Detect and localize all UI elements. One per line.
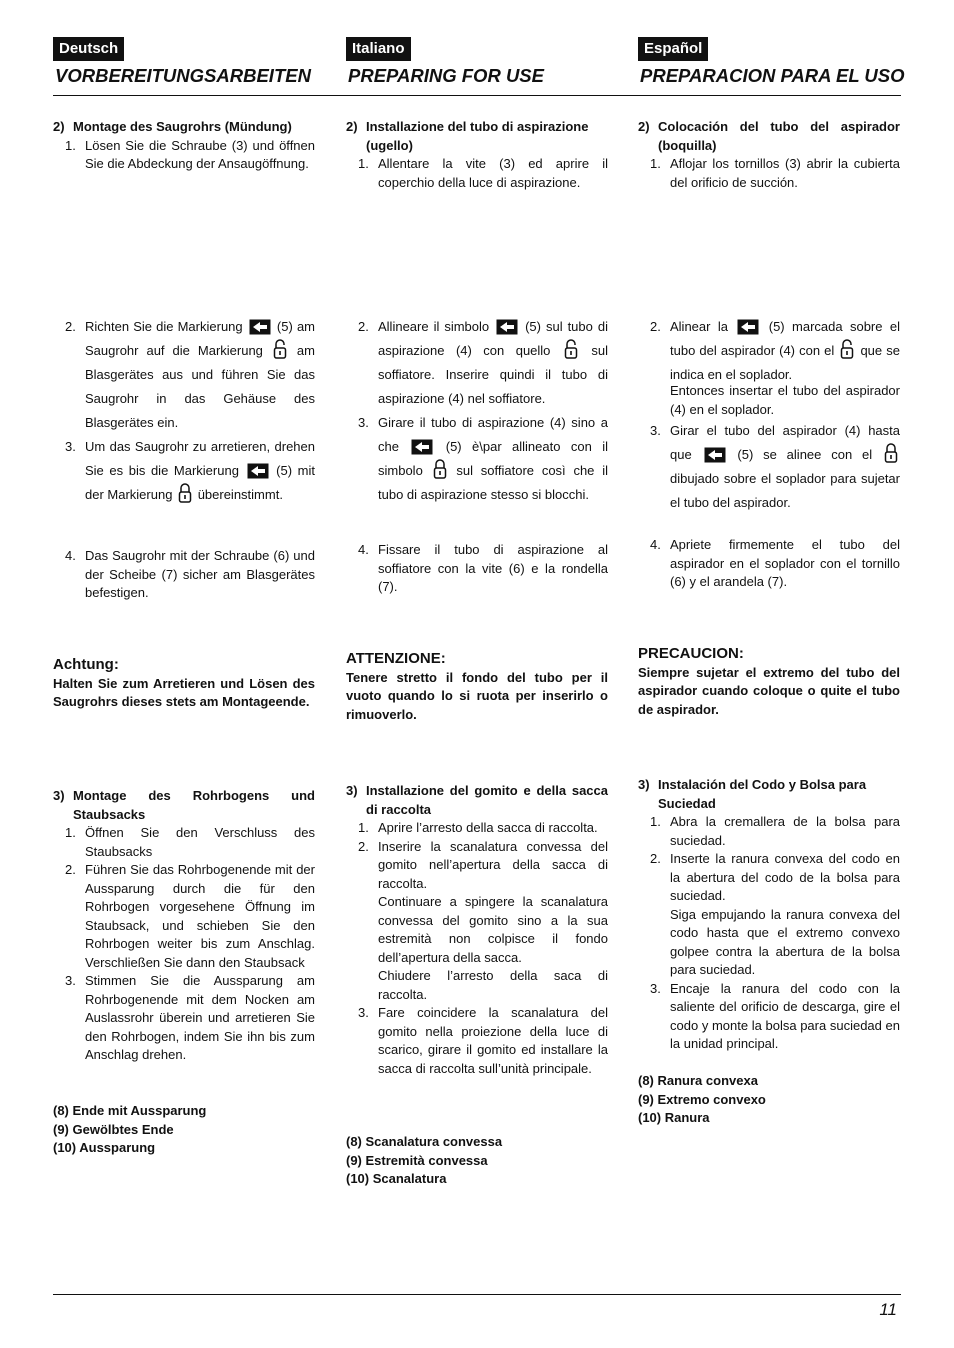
section-3: 3) Installazione del gomito e della sacca di raccolta 1. Aprire l’arresto della sacca di raccolta. 2. Inserire la scanalatura convessa del gomito nell’apertura della sacca di raccolta. Continuare a spingere la scanalatura convessa del gomito sino a la sua estremità non colpisce il fondo dell’apertura della sacca. Chiudere l’arresto della saca di raccolta. 3. Fare coincidere la scanalatura del gomito nella proiezione della luce di scarico, girare il gomito ed installare la sacca di raccolta sull’unità principale.	[346, 782, 608, 1078]
arrow-marker-icon	[247, 463, 269, 479]
list-item: 3. Stimmen Sie die Aussparung am Rohrbogenende mit dem Nocken am Auslassrohr überein und arretieren Sie den Rohrbogen, indem Sie ihn bis zum Anschlag drehen.	[65, 973, 315, 1062]
lock-icon	[433, 459, 447, 479]
list-item: 2. Inserire la scanalatura convessa del gomito nell’apertura della sacca di raccolta.	[358, 838, 608, 891]
section-heading: Installazione del gomito e della sacca di raccolta	[366, 783, 608, 817]
warning-title: Achtung:	[53, 656, 119, 673]
warning-title: ATTENZIONE:	[346, 650, 446, 667]
section-heading: Montage des Saugrohrs (Mündung)	[73, 119, 292, 134]
list-item: 3. Um das Saugrohr zu arretieren, drehen Sie es bis die Markierung (5) mit der Markierung übereinstimmt.	[65, 439, 315, 502]
list-item-continuation: Siga empujando la ranura convexa del codo hasta que el extremo convexo golpee contra la abertura de la bolsa para suciedad.	[670, 906, 900, 977]
list-item: 4. Apriete firmemente el tubo del aspirador en el soplador con el tornillo (6) y el arandela (7).	[650, 537, 900, 589]
arrow-marker-icon	[249, 319, 271, 335]
warning-box	[53, 656, 315, 712]
section-2-steps	[638, 315, 900, 515]
list-item-continuation: Continuare a spingere la scanalatura convessa del gomito sino a la sua estremità non colpisce il fondo dell’apertura della sacca.	[378, 894, 608, 965]
section-3: 3) Instalación del Codo y Bolsa para Suciedad 1. Abra la cremallera de la bolsa para suciedad. 2. Inserte la ranura convexa del codo en la abertura del codo de la bolsa para suciedad. Siga empujando la ranura convexa del codo hasta que el extremo convexo golpee contra la abertura de la bolsa para suciedad. 3. Encaje la ranura del codo con la saliente del orificio de descarga, gire el codo y monte la bolsa para suciedad en la unidad principal.	[638, 776, 900, 1054]
arrow-marker-icon	[496, 319, 518, 335]
column-italiano	[346, 0, 608, 1348]
lock-icon	[884, 443, 898, 463]
unlock-icon	[564, 339, 578, 359]
list-item: 2. Führen Sie das Rohrbogenende mit der Aussparung durch die für den Rohrbogen vorgesehene Öffnung im Staubsack, und schieben Sie den Rohrbogen weiter bis zum Anschlag. Verschließen Sie dann den Staubsack	[65, 862, 315, 970]
legend-item: (8) Ranura convexa	[638, 1073, 758, 1088]
list-item: 1. Allentare la vite (3) ed aprire il coperchio della luce di aspirazione.	[358, 156, 608, 190]
list-item: 2. Alinear la (5) marcada sobre el tubo del aspirador (4) con el que se indica en el soplador.	[650, 319, 900, 382]
legend	[638, 1072, 900, 1128]
list-item: 2. Allineare il simbolo (5) sul tubo di aspirazione (4) con quello sul soffiatore. Inserire quindi il tubo di aspirazione (4) nel soffiatore.	[358, 319, 608, 406]
warning-box	[638, 645, 900, 719]
section-2-step-4	[53, 547, 315, 603]
column-deutsch	[53, 0, 315, 1348]
legend-item: (10) Scanalatura	[346, 1171, 447, 1186]
warning-title: PRECAUCION:	[638, 645, 744, 662]
language-tag: Español	[638, 37, 708, 61]
section-2-step-4	[638, 536, 900, 592]
section-3: 3) Montage des Rohrbogens und Staubsacks 1. Öffnen Sie den Verschluss des Staubsacks 2. Führen Sie das Rohrbogenende mit der Aussparung durch die für den Rohrbogen vorgesehene Öffnung im Staubsack, und schieben Sie den Rohrbogen weiter bis zum Anschlag. Verschließen Sie dann den Staubsack 3. Stimmen Sie die Aussparung am Rohrbogenende mit dem Nocken am Auslassrohr überein und arretieren Sie den Rohrbogen, indem Sie ihn bis zum Anschlag drehen.	[53, 787, 315, 1065]
arrow-marker-icon	[411, 439, 433, 455]
arrow-marker-icon	[737, 319, 759, 335]
list-item: 1. Aflojar los tornillos (3) abrir la cubierta del orificio de succión.	[650, 156, 900, 190]
arrow-marker-icon	[704, 447, 726, 463]
legend-item: (9) Gewölbtes Ende	[53, 1121, 174, 1137]
language-tag: Italiano	[346, 37, 411, 61]
section-2: 2) Montage des Saugrohrs (Mündung) 1. Lösen Sie die Schraube (3) und öffnen Sie die Abdeckung der Ansaugöffnung.	[53, 118, 315, 174]
list-item: 3. Encaje la ranura del codo con la saliente del orificio de descarga, gire el codo y monte la bolsa para suciedad en la unidad principal.	[650, 980, 900, 1051]
legend-item: (9) Estremità convessa	[346, 1152, 488, 1168]
list-item: 4. Das Saugrohr mit der Schraube (6) und der Scheibe (7) sicher am Blasgerätes befestigen.	[65, 548, 315, 600]
language-tag: Deutsch	[53, 37, 124, 61]
section-2-steps	[53, 315, 315, 507]
legend	[346, 1133, 608, 1189]
unlock-icon	[273, 339, 287, 359]
legend-item: (10) Ranura	[638, 1110, 710, 1125]
list-item: 4. Fissare il tubo di aspirazione al soffiatore con la vite (6) e la rondella (7).	[358, 542, 608, 594]
section-2-steps	[346, 315, 608, 507]
page-number: 11	[879, 1300, 897, 1319]
section-title: PREPARACION PARA EL USO	[640, 65, 905, 86]
legend-item: (8) Scanalatura convessa	[346, 1134, 503, 1149]
legend-item: (9) Extremo convexo	[638, 1091, 766, 1107]
legend	[53, 1102, 315, 1158]
list-item-continuation: Entonces insertar el tubo del aspirador (4) en el soplador.	[670, 383, 900, 417]
legend-item: (10) Aussparung	[53, 1140, 156, 1155]
section-2: 2) Installazione del tubo di aspirazione (ugello) 1. Allentare la vite (3) ed aprire il coperchio della luce di aspirazione.	[346, 118, 608, 192]
section-heading: Montage des Rohrbogens und Staubsacks	[73, 788, 315, 822]
list-item: 3. Girar el tubo del aspirador (4) hasta que (5) se alinee con el dibujado sobre el soplador para sujetar el tubo del aspirador.	[650, 423, 900, 510]
section-title: PREPARING FOR USE	[348, 65, 544, 86]
warning-text: Halten Sie zum Arretieren und Lösen des Saugrohrs dieses stets am Montageende.	[53, 675, 315, 709]
section-heading: Colocación del tubo del aspirador (boquilla)	[658, 119, 900, 153]
list-item: 1. Öffnen Sie den Verschluss des Staubsacks	[65, 825, 315, 859]
section-2-step-4	[346, 541, 608, 597]
section-heading: Instalación del Codo y Bolsa para Suciedad	[658, 777, 867, 811]
footer-divider	[53, 1294, 901, 1295]
lock-icon	[178, 483, 192, 503]
warning-box	[346, 650, 608, 724]
legend-item: (8) Ende mit Aussparung	[53, 1103, 207, 1118]
section-heading: Installazione del tubo di aspirazione (ugello)	[366, 119, 589, 153]
section-2: 2) Colocación del tubo del aspirador (boquilla) 1. Aflojar los tornillos (3) abrir la cubierta del orificio de succión.	[638, 118, 900, 192]
list-item: 3. Girare il tubo di aspirazione (4) sino a che (5) è\par allineato con il simbolo sul soffiatore così che il tubo di aspirazione stesso si blocchi.	[358, 415, 608, 502]
list-item: 2. Inserte la ranura convexa del codo en la abertura del codo de la bolsa para suciedad.	[650, 851, 900, 903]
list-item: 1. Abra la cremallera de la bolsa para suciedad.	[650, 814, 900, 848]
column-espanol	[638, 0, 905, 1348]
list-item: 2. Richten Sie die Markierung (5) am Saugrohr auf die Markierung am Blasgerätes aus und führen Sie das Saugrohr in das Gehäuse des Blasgerätes ein.	[65, 319, 315, 430]
section-title: VORBEREITUNGSARBEITEN	[55, 65, 311, 86]
list-item-continuation: Chiudere l’arresto della saca di raccolta.	[378, 968, 608, 1002]
list-item: 1. Aprire l’arresto della sacca di raccolta.	[358, 820, 598, 835]
header-divider	[53, 95, 901, 96]
list-item: 1. Lösen Sie die Schraube (3) und öffnen Sie die Abdeckung der Ansaugöffnung.	[65, 137, 315, 171]
warning-text: Siempre sujetar el extremo del tubo del aspirador cuando coloque o quite el tubo de aspirador.	[638, 664, 900, 717]
warning-text: Tenere stretto il fondo del tubo per il vuoto quando lo si ruota per inserirlo o rimuoverlo.	[346, 669, 608, 722]
unlock-icon	[840, 339, 854, 359]
list-item: 3. Fare coincidere la scanalatura del gomito nella proiezione della luce di scarico, girare il gomito ed installare la sacca di raccolta sull’unità principale.	[358, 1005, 608, 1076]
